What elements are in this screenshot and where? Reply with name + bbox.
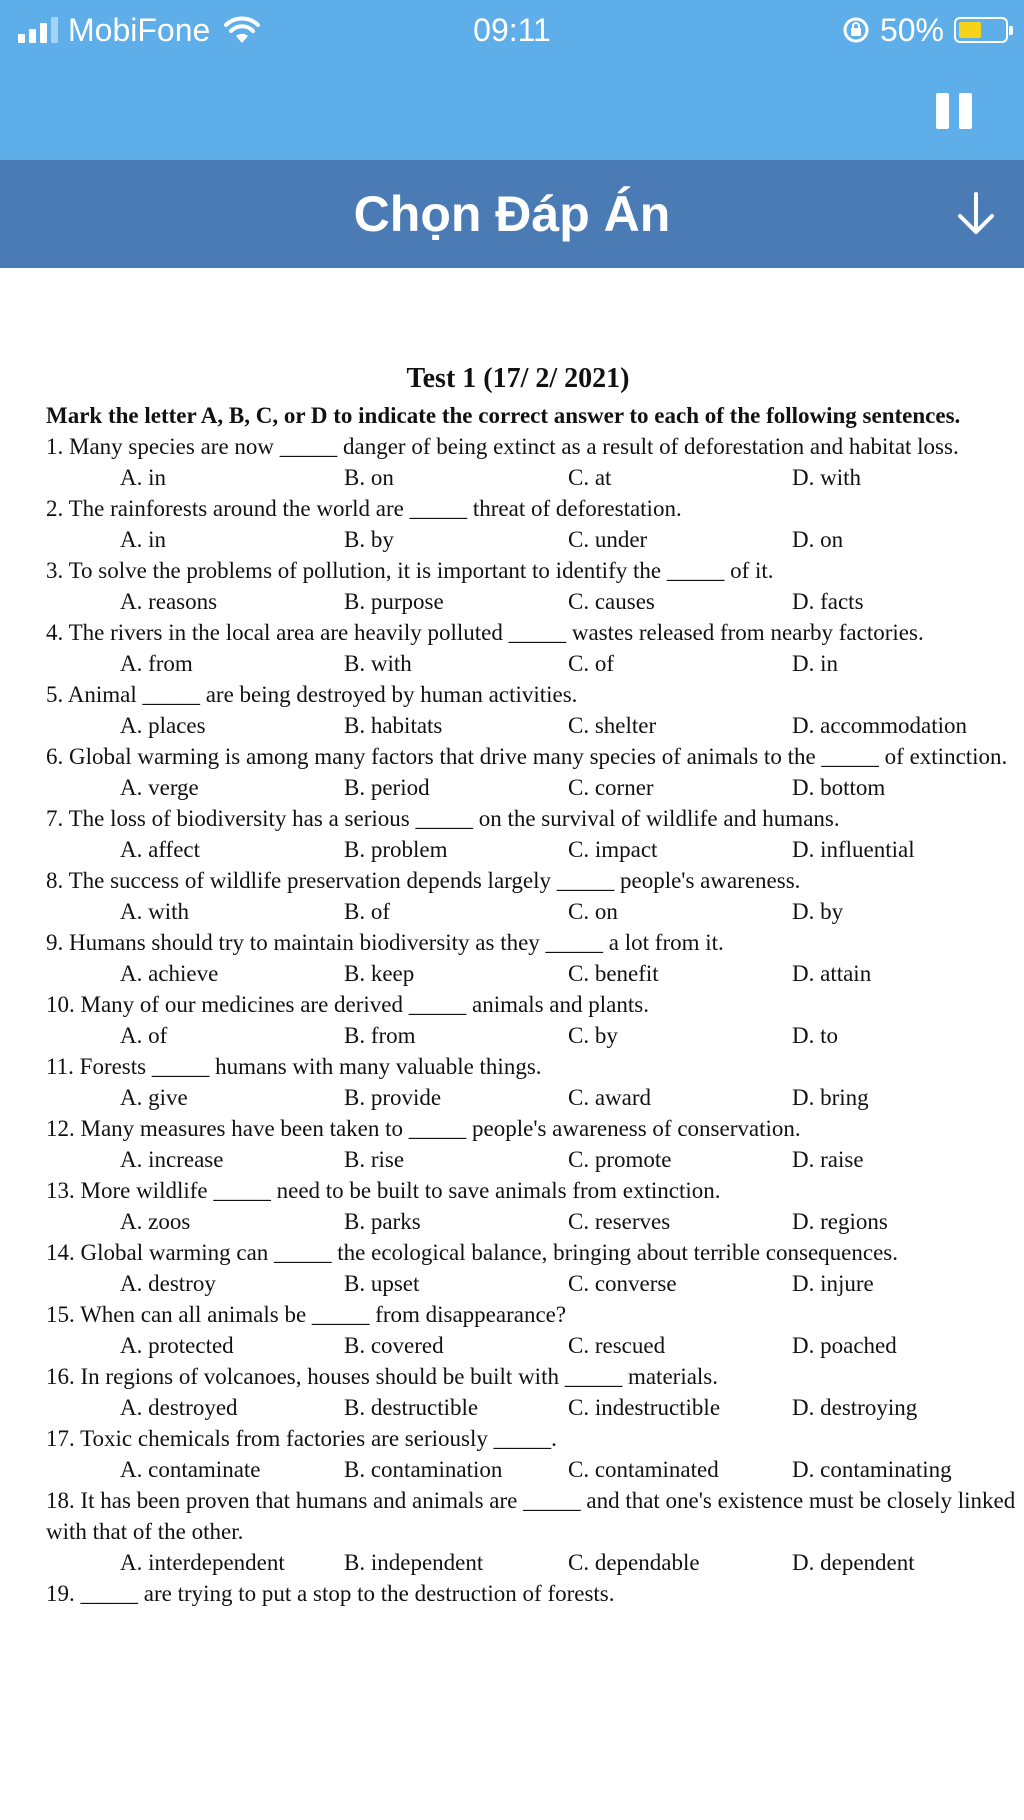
answer-options [46,896,1016,927]
answer-options [46,1392,1016,1423]
answer-option[interactable]: C. dependable [568,1550,700,1575]
answer-option[interactable]: B. destructible [344,1395,479,1420]
answer-option[interactable]: B. with [344,651,412,676]
answer-option[interactable]: A. verge [120,775,199,800]
question-text: 4. The rivers in the local area are heavily polluted _____ wastes released from nearby factories. [46,620,924,645]
question-item [46,1423,1016,1485]
answer-option[interactable]: D. by [792,899,844,924]
answer-option[interactable]: B. rise [344,1147,405,1172]
answer-options [46,1268,1016,1299]
answer-option[interactable]: D. poached [792,1333,897,1358]
question-text: 5. Animal _____ are being destroyed by human activities. [46,682,578,707]
arrow-down-icon[interactable] [948,186,1004,242]
answer-option[interactable]: C. award [568,1085,652,1110]
question-item [46,431,1016,493]
answer-options [46,772,1016,803]
battery-percent: 50% [879,11,944,48]
question-item [46,1361,1016,1423]
question-text: 19. _____ are trying to put a stop to the destruction of forests. [46,1581,615,1606]
answer-option[interactable]: C. converse [568,1271,677,1296]
question-item [46,1578,1016,1609]
answer-option[interactable]: A. affect [120,837,201,862]
question-item [46,1485,1016,1578]
answer-option[interactable]: C. causes [568,589,655,614]
answer-option[interactable]: B. by [344,527,394,552]
page-title: Chọn Đáp Án [353,186,671,242]
answer-options [46,462,1016,493]
answer-options [46,1547,1016,1578]
answer-option[interactable]: C. rescued [568,1333,666,1358]
question-text: 16. In regions of volcanoes, houses should be built with _____ materials. [46,1364,719,1389]
battery-icon [954,17,1008,43]
question-text: 11. Forests _____ humans with many valuable things. [46,1054,542,1079]
answer-option[interactable]: C. corner [568,775,654,800]
answer-options [46,710,1016,741]
answer-option[interactable]: A. give [120,1085,188,1110]
answer-options [46,648,1016,679]
answer-option[interactable]: A. places [120,713,206,738]
question-item [46,927,1016,989]
answer-option[interactable]: C. on [568,899,618,924]
question-item [46,555,1016,617]
answer-options [46,1082,1016,1113]
answer-option[interactable]: A. increase [120,1147,224,1172]
question-text: 7. The loss of biodiversity has a serious _____ on the survival of wildlife and humans. [46,806,840,831]
orientation-lock-icon [842,16,870,44]
pause-icon-bar-left [936,93,949,129]
answer-option[interactable]: B. from [344,1023,416,1048]
answer-option[interactable]: C. contaminated [568,1457,719,1482]
answer-options [46,586,1016,617]
answer-option[interactable]: D. on [792,527,844,552]
answer-option[interactable]: B. provide [344,1085,442,1110]
answer-option[interactable]: B. of [344,899,390,924]
answer-options [46,834,1016,865]
answer-options [46,1330,1016,1361]
question-list [46,431,1016,1609]
answer-option[interactable]: B. covered [344,1333,444,1358]
answer-option[interactable]: C. of [568,651,614,676]
answer-option[interactable]: D. destroying [792,1395,918,1420]
answer-option[interactable]: B. period [344,775,430,800]
answer-options [46,524,1016,555]
answer-options [46,1020,1016,1051]
question-item [46,1113,1016,1175]
header-bar [0,160,1024,268]
answer-option[interactable]: D. accommodation [792,713,968,738]
answer-option[interactable]: A. destroyed [120,1395,238,1420]
question-item [46,1175,1016,1237]
answer-options [46,1454,1016,1485]
answer-option[interactable]: D. to [792,1023,838,1048]
answer-option[interactable]: B. purpose [344,589,444,614]
answer-option[interactable]: C. promote [568,1147,672,1172]
answer-options [46,958,1016,989]
question-text: 2. The rainforests around the world are _____ threat of deforestation. [46,496,682,521]
answer-option[interactable]: A. reasons [120,589,218,614]
answer-option[interactable]: C. indestructible [568,1395,721,1420]
question-text: 10. Many of our medicines are derived _____ animals and plants. [46,992,649,1017]
question-item [46,1237,1016,1299]
answer-options [46,1144,1016,1175]
answer-option[interactable]: B. on [344,465,394,490]
answer-option[interactable]: D. attain [792,961,872,986]
answer-option[interactable]: B. contamination [344,1457,503,1482]
answer-option[interactable]: B. keep [344,961,415,986]
question-item [46,1299,1016,1361]
answer-option[interactable]: A. achieve [120,961,219,986]
answer-option[interactable]: C. reserves [568,1209,671,1234]
question-text: 3. To solve the problems of pollution, it is important to identify the _____ of it. [46,558,774,583]
answer-option[interactable]: A. contaminate [120,1457,261,1482]
carrier-name: MobiFone [68,11,211,48]
status-right [842,8,1008,52]
question-text: 9. Humans should try to maintain biodiversity as they _____ a lot from it. [46,930,724,955]
answer-option[interactable]: D. dependent [792,1550,915,1575]
question-item [46,741,1016,803]
question-item [46,493,1016,555]
answer-option[interactable]: A. protected [120,1333,234,1358]
answer-option[interactable]: A. from [120,651,193,676]
pause-button[interactable] [936,93,972,129]
answer-option[interactable]: A. in [120,465,166,490]
answer-option[interactable]: D. injure [792,1271,874,1296]
answer-option[interactable]: D. regions [792,1209,888,1234]
question-text: 8. The success of wildlife preservation depends largely _____ people's awareness. [46,868,801,893]
question-text: 12. Many measures have been taken to _____ people's awareness of conservation. [46,1116,801,1141]
question-text: 1. Many species are now _____ danger of being extinct as a result of deforestation and habitat loss. [46,434,959,459]
instruction: Mark the letter A, B, C, or D to indicate the correct answer to each of the following sentences. [46,403,961,428]
question-text: 6. Global warming is among many factors that drive many species of animals to the _____ of extinction. [46,744,1008,769]
question-text: 15. When can all animals be _____ from disappearance? [46,1302,567,1327]
clock: 09:11 [473,12,551,48]
answer-option[interactable]: A. zoos [120,1209,191,1234]
answer-option[interactable]: C. by [568,1023,618,1048]
question-item [46,679,1016,741]
answer-option[interactable]: B. upset [344,1271,420,1296]
question-text: 18. It has been proven that humans and animals are _____ and that one's existence must be closely linked with that of the other. [46,1488,1016,1544]
pause-icon-bar-right [959,93,972,129]
test-document [46,360,1016,1609]
question-item [46,617,1016,679]
answer-option[interactable]: B. problem [344,837,448,862]
answer-option[interactable]: D. bring [792,1085,869,1110]
answer-option[interactable]: B. independent [344,1550,484,1575]
question-text: 17. Toxic chemicals from factories are seriously _____. [46,1426,557,1451]
answer-option[interactable]: D. facts [792,589,864,614]
answer-option[interactable]: A. in [120,527,166,552]
answer-option[interactable]: A. of [120,1023,168,1048]
answer-option[interactable]: D. influential [792,837,915,862]
answer-option[interactable]: B. parks [344,1209,421,1234]
answer-option[interactable]: C. benefit [568,961,659,986]
answer-option[interactable]: A. with [120,899,189,924]
question-item [46,803,1016,865]
answer-option[interactable]: D. with [792,465,861,490]
answer-option[interactable]: B. habitats [344,713,443,738]
status-bar [0,0,1024,160]
answer-option[interactable]: D. contaminating [792,1457,952,1482]
question-item [46,1051,1016,1113]
question-item [46,989,1016,1051]
answer-option[interactable]: D. in [792,651,838,676]
answer-option[interactable]: D. bottom [792,775,886,800]
answer-option[interactable]: A. interdependent [120,1550,285,1575]
question-text: 13. More wildlife _____ need to be built to save animals from extinction. [46,1178,721,1203]
answer-option[interactable]: C. at [568,465,612,490]
answer-options [46,1206,1016,1237]
answer-option[interactable]: C. shelter [568,713,657,738]
document-title: Test 1 (17/ 2/ 2021) [406,363,630,394]
question-item [46,865,1016,927]
answer-option[interactable]: D. raise [792,1147,864,1172]
answer-option[interactable]: A. destroy [120,1271,216,1296]
question-text: 14. Global warming can _____ the ecological balance, bringing about terrible consequences. [46,1240,898,1265]
answer-option[interactable]: C. impact [568,837,658,862]
answer-option[interactable]: C. under [568,527,648,552]
